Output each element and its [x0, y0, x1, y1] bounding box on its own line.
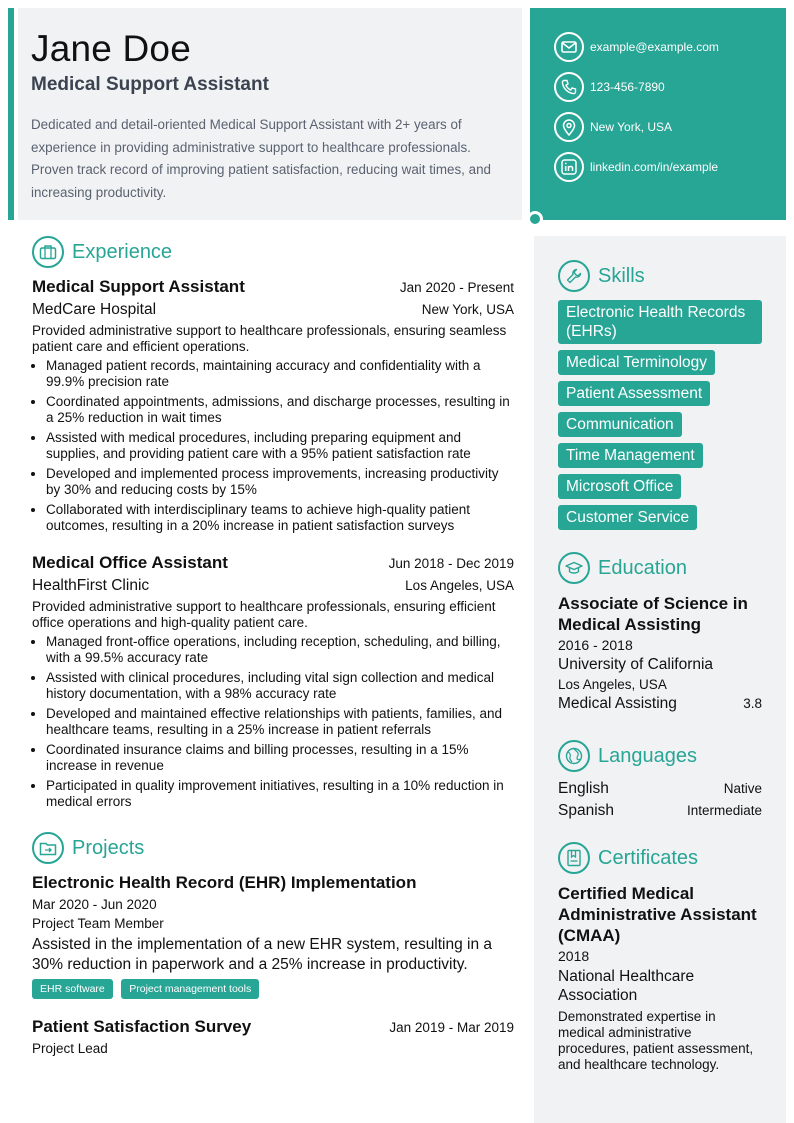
contact-location [554, 112, 672, 142]
contact-email-text: example@example.com [590, 40, 719, 54]
language-row [558, 780, 762, 798]
education-heading [558, 552, 687, 584]
project-title: Patient Satisfaction Survey [32, 1017, 252, 1036]
summary-text: Dedicated and detail-oriented Medical Support Assistant with 2+ years of experience in providing administrative support to healthcare professionals. Proven track record of improving patient satisfaction, reducing wait times, and increasing productivity. [31, 117, 491, 200]
job-description: Provided administrative support to healthcare professionals, ensuring efficient office operations and high-quality patient care. [32, 599, 496, 630]
map-pin-icon [554, 112, 584, 142]
job-bullets [32, 634, 514, 810]
education-location: Los Angeles, USA [558, 677, 667, 692]
languages-heading-text: Languages [598, 744, 697, 767]
experience-heading [32, 236, 172, 268]
graduation-cap-icon [558, 552, 590, 584]
project-title: Electronic Health Record (EHR) Implementation [32, 873, 417, 892]
skill-tag: Communication [558, 412, 682, 437]
language-row [558, 802, 762, 820]
skills-heading-text: Skills [598, 264, 645, 287]
project-description: Assisted in the implementation of a new EHR system, resulting in a 30% reduction in paperwork and a 25% increase in productivity. [32, 936, 493, 973]
language-level: Native [723, 781, 762, 796]
skill-tag: Microsoft Office [558, 474, 681, 499]
decorative-dot [527, 211, 543, 227]
project-dates: Mar 2020 - Jun 2020 [32, 897, 157, 912]
job-bullet: • Assisted with medical procedures, including preparing equipment and supplies, and providing patient care with a 95% patient satisfaction rate [46, 430, 514, 462]
job-company: HealthFirst Clinic [32, 577, 150, 594]
skill-tag: Time Management [558, 443, 703, 468]
education-degree: Associate of Science in Medical Assisting [558, 594, 748, 634]
project-dates: Jan 2019 - Mar 2019 [389, 1020, 514, 1035]
contact-phone[interactable] [554, 72, 665, 102]
skill-tag: Patient Assessment [558, 381, 710, 406]
project-role: Project Team Member [32, 916, 164, 931]
certificate-issuer: National Healthcare Association [558, 968, 695, 1004]
globe-icon [558, 740, 590, 772]
education-field: Medical Assisting [558, 695, 677, 712]
certificates-heading-text: Certificates [598, 846, 699, 869]
job-title: Medical Support Assistant [32, 277, 245, 296]
skills-heading [558, 260, 645, 292]
header-accent-bar [8, 8, 14, 220]
job-location: New York, USA [421, 302, 514, 317]
job-bullet: • Managed patient records, maintaining accuracy and confidentiality with a 99.9% precision rate [46, 358, 514, 390]
language-name: English [558, 780, 609, 797]
job-location: Los Angeles, USA [405, 578, 514, 593]
certificate-title: Certified Medical Administrative Assistant (CMAA) [558, 884, 757, 945]
job-company: MedCare Hospital [32, 301, 157, 318]
job-bullet: • Coordinated insurance claims and billing processes, resulting in a 15% increase in revenue [46, 742, 514, 774]
job-dates: Jan 2020 - Present [399, 280, 514, 295]
briefcase-icon [32, 236, 64, 268]
skill-tag: Medical Terminology [558, 350, 715, 375]
contact-location-text: New York, USA [590, 120, 673, 134]
experience-item [32, 553, 514, 814]
education-dates: 2016 - 2018 [558, 637, 633, 653]
job-bullet: • Managed front-office operations, including reception, scheduling, and billing, with a 99.5% accuracy rate [46, 634, 514, 666]
candidate-role: Medical Support Assistant [31, 74, 269, 95]
candidate-name: Jane Doe [31, 28, 191, 69]
job-bullet: • Participated in quality improvement initiatives, resulting in a 10% reduction in medical errors [46, 778, 514, 810]
project-role: Project Lead [32, 1041, 108, 1056]
job-bullet: • Collaborated with interdisciplinary teams to achieve high-quality patient outcomes, resulting in a 20% increase in patient satisfaction surveys [46, 502, 514, 534]
job-bullet: • Coordinated appointments, admissions, and discharge processes, resulting in a 25% reduction in wait times [46, 394, 514, 426]
job-title: Medical Office Assistant [32, 553, 228, 572]
certificate-description: Demonstrated expertise in medical administrative procedures, patient assessment, and healthcare technology. [558, 1009, 754, 1072]
skill-tag: Customer Service [558, 505, 697, 530]
phone-icon [554, 72, 584, 102]
certificate-item [558, 883, 762, 1073]
job-bullet: • Developed and implemented process improvements, increasing productivity by 30% and reducing costs by 15% [46, 466, 514, 498]
skill-tag: Electronic Health Records (EHRs) [558, 300, 762, 344]
languages-list [558, 780, 762, 820]
wrench-icon [558, 260, 590, 292]
job-description: Provided administrative support to healthcare professionals, ensuring seamless patient care and efficient operations. [32, 323, 507, 354]
contact-linkedin[interactable] [554, 152, 718, 182]
experience-heading-text: Experience [72, 240, 173, 263]
education-school: University of California [558, 656, 714, 673]
education-gpa: 3.8 [743, 696, 762, 711]
contact-phone-text: 123-456-7890 [590, 80, 665, 94]
language-level: Intermediate [686, 803, 762, 818]
job-bullet: • Assisted with clinical procedures, including vital sign collection and medical history documentation, with a 98% accuracy rate [46, 670, 514, 702]
email-icon [554, 32, 584, 62]
language-name: Spanish [558, 802, 615, 819]
project-item [32, 873, 514, 999]
projects-heading [32, 832, 144, 864]
folder-icon [32, 832, 64, 864]
education-item [558, 593, 762, 713]
certificate-icon [558, 842, 590, 874]
project-tag: Project management tools [121, 979, 259, 999]
job-dates: Jun 2018 - Dec 2019 [388, 556, 514, 571]
contact-email[interactable] [554, 32, 719, 62]
job-bullet: • Developed and maintained effective relationships with patients, families, and healthcare teams, resulting in a 25% increase in patient referrals [46, 706, 514, 738]
projects-heading-text: Projects [72, 836, 145, 859]
education-heading-text: Education [598, 556, 687, 579]
job-bullets [32, 358, 514, 534]
certificates-heading [558, 842, 698, 874]
languages-heading [558, 740, 697, 772]
experience-item [32, 277, 514, 538]
contact-linkedin-text: linkedin.com/in/example [590, 160, 719, 174]
project-tag: EHR software [32, 979, 113, 999]
linkedin-icon [554, 152, 584, 182]
project-item [32, 1017, 514, 1056]
certificate-year: 2018 [558, 948, 590, 964]
